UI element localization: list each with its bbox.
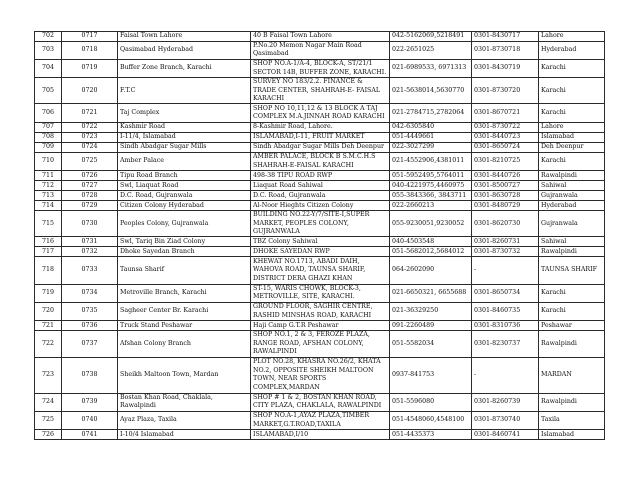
- phone-cell: 040-4221975,4460975: [390, 181, 472, 191]
- branch-address-cell: Sindh Abadgar Sugar Mills Deh Deenpur: [251, 142, 390, 152]
- phone-cell: 064-2602090: [390, 257, 472, 284]
- phone-cell: 055-9230051,9230052: [390, 211, 472, 237]
- table-row: [35, 321, 605, 331]
- branch-table-body: [35, 32, 605, 440]
- branch-name-cell: Ayaz Plaza, Taxila: [118, 412, 251, 430]
- mobile-cell: 0301-8730740: [472, 412, 539, 430]
- serial-number-cell: 725: [35, 412, 62, 430]
- mobile-cell: 0301-8430719: [472, 59, 539, 77]
- city-cell: Rawalpindi: [539, 171, 605, 181]
- table-row: [35, 284, 605, 302]
- branch-address-cell: 498-38 TIPU ROAD RWP: [251, 171, 390, 181]
- branch-name-cell: I-11/4, Islamabad: [118, 132, 251, 142]
- phone-cell: 042-6305840: [390, 122, 472, 132]
- branch-code-cell: 0733: [62, 257, 118, 284]
- mobile-cell: 0301-8630728: [472, 191, 539, 201]
- city-cell: Taxila: [539, 412, 605, 430]
- city-cell: Islamabad: [539, 430, 605, 440]
- table-row: [35, 181, 605, 191]
- table-row: [35, 104, 605, 122]
- city-cell: Karachi: [539, 284, 605, 302]
- city-cell: Lahore: [539, 122, 605, 132]
- mobile-cell: 0301-8460741: [472, 430, 539, 440]
- phone-cell: 021-36329250: [390, 303, 472, 321]
- city-cell: Deh Deenpur: [539, 142, 605, 152]
- branch-name-cell: D.C. Road, Gujranwala: [118, 191, 251, 201]
- city-cell: Peshawar: [539, 321, 605, 331]
- serial-number-cell: 717: [35, 247, 62, 257]
- branch-name-cell: Kashmir Road: [118, 122, 251, 132]
- phone-cell: 021-5638014,5630770: [390, 78, 472, 104]
- serial-number-cell: 718: [35, 257, 62, 284]
- mobile-cell: 0301-8620730: [472, 211, 539, 237]
- branch-address-cell: 40 B Faisal Town Lahore: [251, 32, 390, 42]
- serial-number-cell: 720: [35, 303, 62, 321]
- city-cell: Karachi: [539, 152, 605, 170]
- branch-name-cell: Sagheer Center Br. Karachi: [118, 303, 251, 321]
- branch-code-cell: 0719: [62, 59, 118, 77]
- serial-number-cell: 709: [35, 142, 62, 152]
- city-cell: Rawalpindi: [539, 247, 605, 257]
- mobile-cell: -: [472, 257, 539, 284]
- branch-code-cell: 0738: [62, 357, 118, 393]
- city-cell: Karachi: [539, 104, 605, 122]
- city-cell: Lahore: [539, 32, 605, 42]
- branch-code-cell: 0740: [62, 412, 118, 430]
- branch-name-cell: Taj Complex: [118, 104, 251, 122]
- city-cell: TAUNSA SHARIF: [539, 257, 605, 284]
- phone-cell: 042-5162069,5218491: [390, 32, 472, 42]
- branch-name-cell: Sheikh Maltoon Town, Mardan: [118, 357, 251, 393]
- phone-cell: 051-5596080: [390, 393, 472, 411]
- branch-address-cell: SURVEY NO 183/2.2. FINANCE & TRADE CENTER, SHAHRAH-E- FAISAL KARACHI: [251, 78, 390, 104]
- mobile-cell: 0301-8650724: [472, 142, 539, 152]
- phone-cell: 051-4548060,4548100: [390, 412, 472, 430]
- branch-name-cell: Peoples Colony, Gujranwala: [118, 211, 251, 237]
- city-cell: Hyderabad: [539, 201, 605, 211]
- branch-address-cell: P.No.20 Memon Nagar Main Road Qasimabad: [251, 42, 390, 60]
- city-cell: Karachi: [539, 303, 605, 321]
- branch-address-cell: TBZ Colony Sahiwal: [251, 237, 390, 247]
- serial-number-cell: 716: [35, 237, 62, 247]
- serial-number-cell: 702: [35, 32, 62, 42]
- mobile-cell: 0301-8440726: [472, 171, 539, 181]
- mobile-cell: 0301-8730722: [472, 122, 539, 132]
- mobile-cell: 0301-8650734: [472, 284, 539, 302]
- serial-number-cell: 704: [35, 59, 62, 77]
- branch-address-cell: SHOP NO.1, 2 & 3, FEROZE PLAZA, RANGE ROAD, AFSHAN COLONY, RAWALPINDI: [251, 331, 390, 357]
- phone-cell: 021-2784715,2782064: [390, 104, 472, 122]
- branch-address-cell: DHOKE SAYEDAN RWP: [251, 247, 390, 257]
- phone-cell: 051-4449661: [390, 132, 472, 142]
- mobile-cell: 0301-8480729: [472, 201, 539, 211]
- branch-name-cell: I-10/4 Islamabad: [118, 430, 251, 440]
- branch-code-cell: 0722: [62, 122, 118, 132]
- city-cell: Sahiwal: [539, 237, 605, 247]
- city-cell: MARDAN: [539, 357, 605, 393]
- branch-address-cell: Haji Camp G.T.R Peshawar: [251, 321, 390, 331]
- table-row: [35, 152, 605, 170]
- branch-code-cell: 0739: [62, 393, 118, 411]
- branch-address-cell: GROUND FLOOR, SAGHIR CENTRE, RASHID MINSHAS ROAD, KARACHI: [251, 303, 390, 321]
- branch-code-cell: 0724: [62, 142, 118, 152]
- table-row: [35, 171, 605, 181]
- branch-address-cell: Al-Noor Hieghts Citizen Colony: [251, 201, 390, 211]
- serial-number-cell: 711: [35, 171, 62, 181]
- branch-code-cell: 0734: [62, 284, 118, 302]
- branch-address-cell: ST-15, WARIS CHOWK, BLOCK-3, METROVILLE, SITE, KARACHI.: [251, 284, 390, 302]
- serial-number-cell: 714: [35, 201, 62, 211]
- mobile-cell: 0301-8500727: [472, 181, 539, 191]
- branch-name-cell: Bostan Khan Road, Chaklala, Rawalpindi: [118, 393, 251, 411]
- phone-cell: 040-4503548: [390, 237, 472, 247]
- table-row: [35, 331, 605, 357]
- phone-cell: 021-6650321, 6655688: [390, 284, 472, 302]
- branch-name-cell: Faisal Town Lahore: [118, 32, 251, 42]
- branch-address-cell: BUILDING NO.22-Y/7/SITE-I,SUPER MARKET, PEOPLES COLONY, GUJRANWALA: [251, 211, 390, 237]
- phone-cell: 055-3843366, 3843711: [390, 191, 472, 201]
- branch-table-page: [34, 31, 604, 440]
- branch-address-cell: PLOT NO.28, KHASRA NO.26/2, KHATA NO.2, OPPOSITE SHEIKH MALTOON TOWN, NEAR SPORTS COMPLEX,MARDAN: [251, 357, 390, 393]
- table-row: [35, 201, 605, 211]
- phone-cell: 0937-841753: [390, 357, 472, 393]
- branch-name-cell: Afshan Colony Branch: [118, 331, 251, 357]
- branch-code-cell: 0727: [62, 181, 118, 191]
- branch-address-cell: Liaquat Road Sahiwal: [251, 181, 390, 191]
- branch-name-cell: Truck Stand Peshawar: [118, 321, 251, 331]
- branch-table: [34, 31, 605, 440]
- mobile-cell: -: [472, 357, 539, 393]
- phone-cell: 022-3027299: [390, 142, 472, 152]
- table-row: [35, 78, 605, 104]
- mobile-cell: 0301-8730720: [472, 78, 539, 104]
- branch-code-cell: 0735: [62, 303, 118, 321]
- serial-number-cell: 705: [35, 78, 62, 104]
- branch-name-cell: Swl, Tariq Bin Ziad Colony: [118, 237, 251, 247]
- mobile-cell: 0301-8430717: [472, 32, 539, 42]
- branch-address-cell: AMBER PALACE, BLOCK B S.M.C.H.S SHAHRAH-E-FAISAL KARACHI: [251, 152, 390, 170]
- table-row: [35, 357, 605, 393]
- city-cell: Islamabad: [539, 132, 605, 142]
- city-cell: Gujranwala: [539, 211, 605, 237]
- city-cell: Karachi: [539, 78, 605, 104]
- mobile-cell: 0301-8310736: [472, 321, 539, 331]
- mobile-cell: 0301-8440723: [472, 132, 539, 142]
- serial-number-cell: 710: [35, 152, 62, 170]
- branch-name-cell: Qasimabad Hyderabad: [118, 42, 251, 60]
- phone-cell: 051-5582034: [390, 331, 472, 357]
- branch-address-cell: ISLAMABAD,I/10: [251, 430, 390, 440]
- branch-code-cell: 0726: [62, 171, 118, 181]
- branch-code-cell: 0736: [62, 321, 118, 331]
- branch-code-cell: 0732: [62, 247, 118, 257]
- branch-code-cell: 0718: [62, 42, 118, 60]
- table-row: [35, 237, 605, 247]
- phone-cell: 091-2260489: [390, 321, 472, 331]
- serial-number-cell: 706: [35, 104, 62, 122]
- serial-number-cell: 722: [35, 331, 62, 357]
- branch-code-cell: 0721: [62, 104, 118, 122]
- branch-name-cell: F.T.C: [118, 78, 251, 104]
- city-cell: Rawalpindi: [539, 331, 605, 357]
- table-row: [35, 303, 605, 321]
- serial-number-cell: 715: [35, 211, 62, 237]
- branch-name-cell: Taunsa Sharif: [118, 257, 251, 284]
- branch-name-cell: Amber Palace: [118, 152, 251, 170]
- phone-cell: 051-4435373: [390, 430, 472, 440]
- branch-code-cell: 0729: [62, 201, 118, 211]
- branch-address-cell: SHOP NO.A-1/A-4, BLOCK-A, ST/21/1 SECTOR 14B, BUFFER ZONE, KARACHI.: [251, 59, 390, 77]
- branch-name-cell: Dhoke Sayedan Branch: [118, 247, 251, 257]
- table-row: [35, 142, 605, 152]
- branch-address-cell: SHOP # 1 & 2, BOSTAN KHAN ROAD, CITY PLAZA, CHAKLALA, RAWALPINDI: [251, 393, 390, 411]
- table-row: [35, 32, 605, 42]
- serial-number-cell: 723: [35, 357, 62, 393]
- phone-cell: 051-5952495,5764011: [390, 171, 472, 181]
- city-cell: Karachi: [539, 59, 605, 77]
- serial-number-cell: 713: [35, 191, 62, 201]
- branch-name-cell: Tipu Road Branch: [118, 171, 251, 181]
- branch-address-cell: SHOP NO 10,11,12 & 13 BLOCK A TAJ COMPLEX M.A.JINNAH ROAD KARACHI: [251, 104, 390, 122]
- branch-code-cell: 0728: [62, 191, 118, 201]
- branch-name-cell: Buffer Zone Branch, Karachi: [118, 59, 251, 77]
- city-cell: Rawalpindi: [539, 393, 605, 411]
- branch-code-cell: 0737: [62, 331, 118, 357]
- branch-name-cell: Sindh Abadgar Sugar Mills: [118, 142, 251, 152]
- branch-address-cell: KHEWAT NO.1713, ABADI DAIH, WAHOVA ROAD, TAUNSA SHARIF, DISTRICT DERA GHAZI KHAN: [251, 257, 390, 284]
- mobile-cell: 0301-8670721: [472, 104, 539, 122]
- serial-number-cell: 719: [35, 284, 62, 302]
- mobile-cell: 0301-8260739: [472, 393, 539, 411]
- table-row: [35, 42, 605, 60]
- branch-code-cell: 0723: [62, 132, 118, 142]
- table-row: [35, 247, 605, 257]
- mobile-cell: 0301-8230737: [472, 331, 539, 357]
- city-cell: Sahiwal: [539, 181, 605, 191]
- table-row: [35, 122, 605, 132]
- serial-number-cell: 708: [35, 132, 62, 142]
- table-row: [35, 257, 605, 284]
- phone-cell: 021-6989533, 6971313: [390, 59, 472, 77]
- branch-code-cell: 0720: [62, 78, 118, 104]
- phone-cell: 022-2651025: [390, 42, 472, 60]
- branch-code-cell: 0717: [62, 32, 118, 42]
- mobile-cell: 0301-8210725: [472, 152, 539, 170]
- table-row: [35, 132, 605, 142]
- mobile-cell: 0301-8260731: [472, 237, 539, 247]
- branch-address-cell: SHOP NO.A-1,AYAZ PLAZA,TIMBER MARKET,G.T.ROAD,TAXILA: [251, 412, 390, 430]
- phone-cell: 022-2660213: [390, 201, 472, 211]
- branch-address-cell: 8-Kashmir Road, Lahore.: [251, 122, 390, 132]
- city-cell: Hyderabad: [539, 42, 605, 60]
- branch-code-cell: 0731: [62, 237, 118, 247]
- table-row: [35, 191, 605, 201]
- branch-code-cell: 0741: [62, 430, 118, 440]
- branch-code-cell: 0730: [62, 211, 118, 237]
- serial-number-cell: 707: [35, 122, 62, 132]
- branch-name-cell: Metroville Branch, Karachi: [118, 284, 251, 302]
- table-row: [35, 430, 605, 440]
- serial-number-cell: 721: [35, 321, 62, 331]
- table-row: [35, 412, 605, 430]
- serial-number-cell: 724: [35, 393, 62, 411]
- table-row: [35, 211, 605, 237]
- mobile-cell: 0301-8460735: [472, 303, 539, 321]
- mobile-cell: 0301-8730732: [472, 247, 539, 257]
- city-cell: Gujranwala: [539, 191, 605, 201]
- phone-cell: 051-5682012,5684012: [390, 247, 472, 257]
- phone-cell: 021-4552906,4381011: [390, 152, 472, 170]
- branch-name-cell: Swl, Liaquat Road: [118, 181, 251, 191]
- branch-address-cell: ISLAMABAD,I-11, FRUIT MARKET: [251, 132, 390, 142]
- mobile-cell: 0301-8730718: [472, 42, 539, 60]
- table-row: [35, 59, 605, 77]
- serial-number-cell: 703: [35, 42, 62, 60]
- serial-number-cell: 712: [35, 181, 62, 191]
- branch-name-cell: Citizen Colony Hyderabad: [118, 201, 251, 211]
- table-row: [35, 393, 605, 411]
- branch-code-cell: 0725: [62, 152, 118, 170]
- branch-address-cell: D.C. Road, Gujranwala: [251, 191, 390, 201]
- serial-number-cell: 726: [35, 430, 62, 440]
